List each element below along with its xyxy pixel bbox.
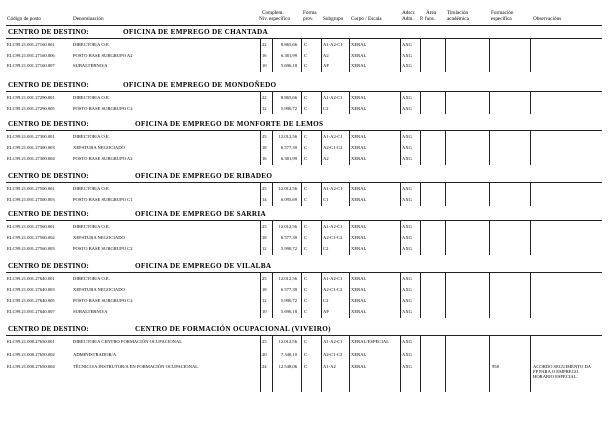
column-divider bbox=[400, 39, 401, 72]
column-divider bbox=[445, 273, 446, 318]
cell-denominacion: DIRECTOR/A O.E. bbox=[73, 42, 110, 47]
cell-codigo: ELC99.21.001.27300.003 bbox=[7, 145, 55, 150]
cell-subgrupo: A1-A2-C1 bbox=[323, 42, 343, 47]
cell-complemento: 6.577,39 bbox=[280, 235, 297, 240]
cell-complemento: 5.990,72 bbox=[280, 298, 297, 303]
section-rule bbox=[6, 182, 602, 183]
column-divider bbox=[530, 221, 531, 255]
cell-corpo-escala: XERAL bbox=[351, 63, 367, 68]
header-area: Área bbox=[426, 10, 437, 16]
column-divider bbox=[321, 221, 322, 255]
cell-adscr-adm: AXG bbox=[402, 134, 412, 139]
cell-corpo-escala: XERAL bbox=[351, 224, 367, 229]
column-divider bbox=[489, 131, 490, 165]
header-especifica: específica bbox=[491, 16, 512, 22]
cell-subgrupo: A1-A2-C1 bbox=[323, 276, 343, 281]
cell-subgrupo: A2-C1-C2 bbox=[323, 351, 343, 357]
cell-corpo-escala: XERAL bbox=[351, 42, 367, 47]
cell-subgrupo: A1-A2-C1 bbox=[323, 134, 343, 139]
cell-adscr-adm: AXG bbox=[402, 63, 412, 68]
cell-adscr-adm: AXG bbox=[402, 246, 412, 251]
cell-nivel: 25 bbox=[262, 224, 267, 229]
cell-complemento: 6.577,39 bbox=[280, 145, 297, 150]
cell-forma-prov: C bbox=[304, 224, 308, 229]
center-label: CENTRO DE DESTINO: bbox=[8, 120, 89, 128]
cell-forma-prov: C bbox=[304, 351, 308, 357]
cell-nivel: 25 bbox=[262, 186, 267, 191]
cell-forma-prov: C bbox=[304, 246, 308, 251]
column-divider bbox=[400, 183, 401, 206]
center-name: OFICINA DE EMPREGO DE MONDOÑEDO bbox=[123, 81, 277, 89]
cell-denominacion: DIRECTOR/A O.E. bbox=[73, 186, 110, 191]
center-name: CENTRO DE FORMACIÓN OCUPACIONAL (VIVEIRO) bbox=[135, 325, 331, 333]
cell-forma-prov: C bbox=[304, 156, 308, 161]
cell-adscr-adm: AXG bbox=[402, 224, 412, 229]
cell-codigo: ELC99.21.001.27290.005 bbox=[7, 105, 55, 111]
column-divider bbox=[489, 39, 490, 72]
cell-nivel: 10 bbox=[262, 309, 267, 314]
cell-corpo-escala: XERAL bbox=[351, 105, 367, 111]
cell-adscr-adm: AXG bbox=[402, 52, 412, 58]
center-label: CENTRO DE DESTINO: bbox=[8, 210, 89, 218]
column-divider bbox=[445, 131, 446, 165]
column-divider bbox=[400, 131, 401, 165]
center-name: OFICINA DE EMPREGO DE SARRIA bbox=[135, 210, 266, 218]
column-divider bbox=[301, 39, 302, 72]
cell-corpo-escala: XERAL bbox=[351, 351, 367, 357]
cell-nivel: 25 bbox=[262, 339, 267, 344]
column-divider bbox=[349, 221, 350, 255]
cell-corpo-escala: XERAL bbox=[351, 186, 367, 191]
cell-observacions: ACORDO SEGUIMENTO DA FP PARA O EMPREGO. HORARIO ESPECIAL. bbox=[533, 364, 592, 379]
header-academica: académica bbox=[447, 16, 469, 22]
cell-nivel: 25 bbox=[262, 134, 267, 139]
column-divider bbox=[349, 131, 350, 165]
column-divider bbox=[301, 221, 302, 255]
cell-complemento: 7.340,10 bbox=[280, 351, 297, 357]
cell-denominacion: TÉCNICO/A INSTRUTOR/A EN FORMACIÓN OCUPACIONAL bbox=[73, 364, 199, 369]
center-label: CENTRO DE DESTINO: bbox=[8, 325, 89, 333]
column-divider bbox=[489, 92, 490, 114]
cell-adscr-adm: AXG bbox=[402, 287, 412, 292]
cell-denominacion: POSTO BASE SUBGRUPO C2 bbox=[73, 105, 133, 111]
cell-denominacion: DIRECTOR/A O.E. bbox=[73, 134, 110, 139]
cell-complemento: 6.381,99 bbox=[280, 52, 297, 58]
cell-corpo-escala: XERAL bbox=[351, 52, 367, 58]
cell-codigo: ELC99.21.001.27640.005 bbox=[7, 298, 55, 303]
cell-subgrupo: A1-A2-C1 bbox=[323, 224, 343, 229]
column-divider bbox=[349, 39, 350, 72]
cell-subgrupo: C1 bbox=[323, 197, 329, 202]
cell-nivel: 22 bbox=[262, 95, 267, 100]
cell-forma-prov: C bbox=[304, 105, 308, 111]
column-divider bbox=[445, 183, 446, 206]
cell-corpo-escala: XERAL/ESPECIAL bbox=[351, 339, 390, 344]
column-divider bbox=[272, 39, 273, 72]
cell-adscr-adm: AXG bbox=[402, 276, 412, 281]
cell-forma-prov: C bbox=[304, 42, 308, 47]
column-divider bbox=[445, 39, 446, 72]
column-divider bbox=[260, 183, 261, 206]
header-niv-especifico: Niv. específico bbox=[259, 16, 291, 22]
column-divider bbox=[489, 336, 490, 392]
header-pfunc: P. func. bbox=[420, 16, 436, 22]
section-rule bbox=[6, 38, 602, 39]
cell-denominacion: POSTO BASE SUBGRUPO C2 bbox=[73, 246, 133, 251]
cell-nivel: 18 bbox=[262, 235, 267, 240]
cell-denominacion: POSTO BASE SUBGRUPO C2 bbox=[73, 298, 133, 303]
cell-corpo-escala: XERAL bbox=[351, 309, 367, 314]
column-divider bbox=[321, 39, 322, 72]
center-label: CENTRO DE DESTINO: bbox=[8, 172, 89, 180]
column-divider bbox=[420, 183, 421, 206]
cell-corpo-escala: XERAL bbox=[351, 235, 367, 240]
cell-corpo-escala: XERAL bbox=[351, 197, 367, 202]
column-divider bbox=[489, 221, 490, 255]
cell-complemento: 12.012,56 bbox=[278, 224, 297, 229]
cell-adscr-adm: AXG bbox=[402, 351, 412, 357]
cell-subgrupo: A2 bbox=[323, 52, 329, 58]
column-divider bbox=[301, 92, 302, 114]
column-divider bbox=[530, 39, 531, 72]
column-divider bbox=[301, 336, 302, 392]
cell-codigo: ELC99.21.001.27160.007 bbox=[7, 63, 55, 68]
cell-nivel: 24 bbox=[262, 364, 267, 369]
cell-codigo: ELC99.21.001.27640.007 bbox=[7, 309, 55, 314]
cell-corpo-escala: XERAL bbox=[351, 95, 367, 100]
column-divider bbox=[445, 336, 446, 392]
cell-complemento: 5.990,72 bbox=[280, 105, 297, 111]
header-rule bbox=[6, 25, 602, 26]
cell-corpo-escala: XERAL bbox=[351, 276, 367, 281]
cell-forma-prov: C bbox=[304, 339, 308, 344]
column-divider bbox=[272, 131, 273, 165]
column-divider bbox=[321, 92, 322, 114]
column-divider bbox=[349, 183, 350, 206]
cell-codigo: ELC99.21.001.27560.002 bbox=[7, 235, 55, 240]
cell-forma-prov: C bbox=[304, 235, 308, 240]
header-forma: Forma bbox=[303, 10, 317, 16]
cell-subgrupo: AP bbox=[323, 309, 329, 314]
section-rule bbox=[6, 91, 602, 92]
column-divider bbox=[530, 273, 531, 318]
center-label: CENTRO DE DESTINO: bbox=[8, 28, 89, 36]
cell-corpo-escala: XERAL bbox=[351, 287, 367, 292]
section-rule bbox=[6, 335, 602, 336]
column-divider bbox=[420, 221, 421, 255]
cell-nivel: 10 bbox=[262, 63, 267, 68]
cell-adscr-adm: AXG bbox=[402, 105, 412, 111]
column-divider bbox=[260, 92, 261, 114]
cell-complemento: 12.012,56 bbox=[278, 134, 297, 139]
cell-nivel: 12 bbox=[262, 105, 267, 111]
cell-denominacion: XEFATURA NEGOCIADO bbox=[73, 235, 125, 240]
column-divider bbox=[349, 336, 350, 392]
cell-codigo: ELC99.21.001.27560.001 bbox=[7, 224, 55, 229]
column-divider bbox=[349, 92, 350, 114]
cell-forma-prov: C bbox=[304, 197, 308, 202]
column-divider bbox=[260, 131, 261, 165]
cell-nivel: 16 bbox=[262, 156, 267, 161]
cell-codigo: ELC99.21.000.27650.001 bbox=[7, 339, 55, 344]
column-divider bbox=[489, 273, 490, 318]
cell-forma-prov: C bbox=[304, 134, 308, 139]
cell-nivel: 12 bbox=[262, 298, 267, 303]
cell-subgrupo: A2-C1-C2 bbox=[323, 287, 343, 292]
cell-adscr-adm: AXG bbox=[402, 42, 412, 47]
cell-complemento: 12.012,56 bbox=[278, 339, 297, 344]
column-divider bbox=[301, 183, 302, 206]
center-name: OFICINA DE EMPREGO DE MONFORTE DE LEMOS bbox=[135, 120, 324, 128]
column-divider bbox=[530, 92, 531, 114]
cell-codigo: ELC99.21.001.27640.003 bbox=[7, 287, 55, 292]
column-divider bbox=[301, 131, 302, 165]
header-subgrupo: Subgrupo bbox=[323, 16, 344, 22]
cell-forma-prov: C bbox=[304, 309, 308, 314]
cell-corpo-escala: XERAL bbox=[351, 246, 367, 251]
cell-forma-prov: C bbox=[304, 298, 308, 303]
cell-codigo: ELC99.21.001.27500.003 bbox=[7, 197, 55, 202]
column-divider bbox=[349, 273, 350, 318]
cell-nivel: 16 bbox=[262, 52, 267, 58]
cell-denominacion: SUBALTERNO/A bbox=[73, 63, 108, 68]
column-divider bbox=[321, 273, 322, 318]
cell-corpo-escala: XERAL bbox=[351, 298, 367, 303]
column-divider bbox=[530, 336, 531, 392]
cell-adscr-adm: AXG bbox=[402, 95, 412, 100]
cell-complemento: 12.012,56 bbox=[278, 276, 297, 281]
cell-adscr-adm: AXG bbox=[402, 145, 412, 150]
center-name: OFICINA DE EMPREGO DE RIBADEO bbox=[135, 172, 273, 180]
cell-adscr-adm: AXG bbox=[402, 298, 412, 303]
cell-nivel: 18 bbox=[262, 145, 267, 150]
center-name: OFICINA DE EMPREGO DE CHANTADA bbox=[123, 28, 269, 36]
cell-codigo: ELC99.21.000.27650.002 bbox=[7, 351, 55, 357]
cell-adscr-adm: AXG bbox=[402, 339, 412, 344]
cell-complemento: 6.095,69 bbox=[280, 197, 297, 202]
header-denominacion: Denominación bbox=[73, 16, 104, 22]
cell-complemento: 6.577,39 bbox=[280, 287, 297, 292]
column-divider bbox=[272, 92, 273, 114]
cell-subgrupo: AP bbox=[323, 63, 329, 68]
cell-forma-prov: C bbox=[304, 95, 308, 100]
cell-subgrupo: A1-A2-C1 bbox=[323, 95, 343, 100]
column-divider bbox=[420, 131, 421, 165]
column-divider bbox=[321, 131, 322, 165]
column-divider bbox=[420, 92, 421, 114]
cell-denominacion: XEFATURA NEGOCIADO bbox=[73, 287, 125, 292]
cell-complemento: 12.548,06 bbox=[278, 364, 297, 369]
header-adm: Adm. bbox=[402, 16, 414, 22]
cell-nivel: 12 bbox=[262, 246, 267, 251]
center-label: CENTRO DE DESTINO: bbox=[8, 262, 89, 270]
cell-complemento: 12.012,56 bbox=[278, 186, 297, 191]
cell-denominacion: ADMINISTRADOR/A bbox=[73, 351, 117, 357]
center-name: OFICINA DE EMPREGO DE VILALBA bbox=[135, 262, 272, 270]
header-complem: Complem. bbox=[262, 10, 284, 16]
cell-codigo: ELC99.21.001.27160.001 bbox=[7, 42, 55, 47]
cell-nivel: 25 bbox=[262, 276, 267, 281]
column-divider bbox=[420, 336, 421, 392]
cell-forma-prov: C bbox=[304, 63, 308, 68]
cell-denominacion: SUBALTERNO/A bbox=[73, 309, 108, 314]
cell-subgrupo: A1-A2-C1 bbox=[323, 186, 343, 191]
cell-codigo: ELC99.21.001.27300.004 bbox=[7, 156, 55, 161]
cell-codigo: ELC99.21.001.27500.001 bbox=[7, 186, 55, 191]
column-divider bbox=[301, 273, 302, 318]
cell-nivel: 22 bbox=[262, 42, 267, 47]
section-rule bbox=[6, 272, 602, 273]
cell-codigo: ELC99.21.001.27300.001 bbox=[7, 134, 55, 139]
header-prov: prov. bbox=[303, 16, 314, 22]
cell-corpo-escala: XERAL bbox=[351, 134, 367, 139]
cell-adscr-adm: AXG bbox=[402, 364, 412, 369]
column-divider bbox=[260, 39, 261, 72]
cell-denominacion: DIRECTOR/A O.E. bbox=[73, 95, 110, 100]
header-titulacion: Titulación bbox=[447, 10, 469, 16]
column-divider bbox=[420, 39, 421, 72]
column-divider bbox=[400, 92, 401, 114]
cell-complemento: 5.696,18 bbox=[280, 63, 297, 68]
header-adscr: Adscr. bbox=[402, 10, 416, 16]
cell-forma-prov: C bbox=[304, 52, 308, 58]
header-codigo: Código de posto bbox=[7, 16, 42, 22]
cell-adscr-adm: AXG bbox=[402, 186, 412, 191]
cell-forma-prov: C bbox=[304, 276, 308, 281]
column-divider bbox=[260, 221, 261, 255]
column-divider bbox=[272, 183, 273, 206]
cell-forma-prov: C bbox=[304, 186, 308, 191]
column-divider bbox=[530, 183, 531, 206]
column-divider bbox=[489, 183, 490, 206]
header-formacion: Formación bbox=[491, 10, 514, 16]
cell-codigo: ELC99.21.000.27650.004 bbox=[7, 364, 55, 369]
column-divider bbox=[400, 336, 401, 392]
cell-denominacion: DIRECTOR/A O.E. bbox=[73, 224, 110, 229]
column-divider bbox=[321, 336, 322, 392]
cell-nivel: 20 bbox=[262, 351, 267, 357]
section-rule bbox=[6, 220, 602, 221]
column-divider bbox=[400, 273, 401, 318]
cell-adscr-adm: AXG bbox=[402, 309, 412, 314]
cell-denominacion: DIRECTOR/A CENTRO FORMACIÓN OCUPACIONAL bbox=[73, 339, 183, 344]
column-divider bbox=[272, 336, 273, 392]
cell-denominacion: POSTO BASE SUBGRUPO A2 bbox=[73, 52, 133, 58]
cell-corpo-escala: XERAL bbox=[351, 156, 367, 161]
column-divider bbox=[400, 221, 401, 255]
column-divider bbox=[272, 273, 273, 318]
column-divider bbox=[260, 336, 261, 392]
cell-complemento: 6.381,99 bbox=[280, 156, 297, 161]
cell-codigo: ELC99.21.001.27290.001 bbox=[7, 95, 55, 100]
column-divider bbox=[530, 131, 531, 165]
cell-forma-prov: C bbox=[304, 364, 308, 369]
cell-codigo: ELC99.21.001.27560.003 bbox=[7, 246, 55, 251]
column-divider bbox=[321, 183, 322, 206]
cell-denominacion: XEFATURA NEGOCIADO bbox=[73, 145, 125, 150]
cell-denominacion: POSTO BASE SUBGRUPO C1 bbox=[73, 197, 133, 202]
column-divider bbox=[445, 92, 446, 114]
cell-complemento: 5.696,18 bbox=[280, 309, 297, 314]
cell-formacion: 958 bbox=[492, 364, 499, 369]
cell-adscr-adm: AXG bbox=[402, 197, 412, 202]
column-divider bbox=[260, 273, 261, 318]
cell-subgrupo: C2 bbox=[323, 105, 329, 111]
column-divider bbox=[420, 273, 421, 318]
cell-nivel: 14 bbox=[262, 197, 267, 202]
header-corpo: Corpo / Escala bbox=[351, 16, 382, 22]
cell-forma-prov: C bbox=[304, 287, 308, 292]
header-observacions: Observacións bbox=[533, 16, 562, 22]
column-divider bbox=[272, 221, 273, 255]
cell-denominacion: DIRECTOR/A O.E. bbox=[73, 276, 110, 281]
cell-subgrupo: A2-C1-C2 bbox=[323, 235, 343, 240]
cell-codigo: ELC99.21.001.27160.006 bbox=[7, 52, 55, 58]
cell-subgrupo: A2 bbox=[323, 156, 329, 161]
cell-complemento: 5.990,72 bbox=[280, 246, 297, 251]
cell-adscr-adm: AXG bbox=[402, 156, 412, 161]
cell-corpo-escala: XERAL bbox=[351, 145, 367, 150]
cell-subgrupo: C2 bbox=[323, 298, 329, 303]
cell-complemento: 8.865,66 bbox=[280, 95, 297, 100]
center-label: CENTRO DE DESTINO: bbox=[8, 81, 89, 89]
cell-subgrupo: A1-A2-C1 bbox=[323, 339, 343, 344]
cell-codigo: ELC99.21.001.27640.001 bbox=[7, 276, 55, 281]
cell-complemento: 8.865,66 bbox=[280, 42, 297, 47]
cell-nivel: 18 bbox=[262, 287, 267, 292]
cell-denominacion: POSTO BASE SUBGRUPO A2 bbox=[73, 156, 133, 161]
cell-subgrupo: C2 bbox=[323, 246, 329, 251]
column-divider bbox=[445, 221, 446, 255]
cell-corpo-escala: XERAL bbox=[351, 364, 367, 369]
section-rule bbox=[6, 130, 602, 131]
cell-subgrupo: A1-A2 bbox=[323, 364, 336, 369]
cell-forma-prov: C bbox=[304, 145, 308, 150]
cell-subgrupo: A2-C1-C2 bbox=[323, 145, 343, 150]
cell-adscr-adm: AXG bbox=[402, 235, 412, 240]
